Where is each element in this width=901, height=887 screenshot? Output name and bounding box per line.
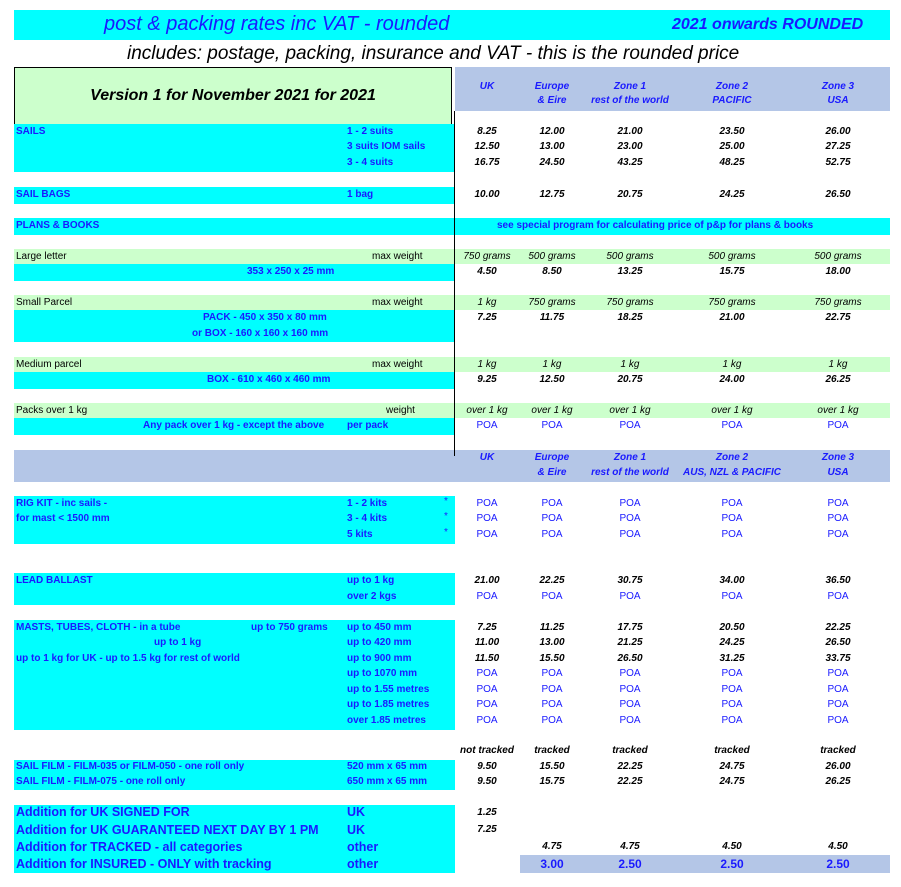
price-cell: 11.25 [539,622,565,633]
zone-3-1-sub: USA [827,95,849,106]
price-cell: 24.25 [719,637,745,648]
poa-cell: POA [721,420,743,431]
masts-label-1: MASTS, TUBES, CLOTH - in a tube [16,622,181,633]
addition-where-4: other [347,857,379,871]
price-cell: 24.50 [539,157,565,168]
masts-desc-7: over 1.85 metres [347,715,426,726]
price-cell: 22.25 [617,776,643,787]
price-cell: 15.50 [539,653,565,664]
poa-cell: POA [476,715,498,726]
medium-parcel-dims-label: BOX - 610 x 460 x 460 mm [207,374,331,385]
page-subtitle: includes: postage, packing, insurance and VAT - this is the rounded price [127,43,740,64]
price-cell: 36.50 [825,575,851,586]
version-label: Version 1 for November 2021 for 2021 [90,87,376,104]
lead-desc-2: over 2 kgs [347,591,397,602]
price-cell: 31.25 [719,653,745,664]
price-cell: 52.75 [825,157,851,168]
weight-cell: 1 kg [828,359,848,370]
poa-cell: POA [721,513,743,524]
large-letter-weight-label: max weight [372,251,423,262]
poa-cell: POA [827,529,849,540]
weight-cell: over 1 kg [711,405,753,416]
zone-2-2: Zone 2 [715,452,749,463]
tracking-cell: tracked [820,745,856,756]
price-cell: 1.25 [477,807,497,818]
packs-over-weight-label: weight [386,405,415,416]
zone-1-1: Zone 1 [613,81,647,92]
zone-2-1-sub: PACIFIC [712,95,752,106]
sailbags-desc: 1 bag [347,189,374,200]
poa-cell: POA [476,684,498,695]
poa-cell: POA [476,668,498,679]
poa-cell: POA [541,668,563,679]
rig-desc-1: 1 - 2 kits [347,498,388,509]
zone-europe-2: Europe [534,452,570,463]
zone-1-2-sub: rest of the world [591,467,669,478]
masts-label-3: up to 1 kg for UK - up to 1.5 kg for rest of world [16,653,240,664]
header-right-label: 2021 onwards ROUNDED [672,16,864,33]
price-cell: 7.25 [477,312,497,323]
price-cell: 25.00 [719,141,745,152]
price-cell: 26.00 [825,126,851,137]
poa-cell: POA [619,591,641,602]
small-parcel-weight-label: max weight [372,297,423,308]
price-cell: 4.75 [620,841,640,852]
price-cell: 24.75 [719,761,745,772]
price-cell: 20.50 [719,622,745,633]
page-title: post & packing rates inc VAT - rounded [104,13,450,35]
rig-desc-3: 5 kits [347,529,373,540]
poa-cell: POA [476,420,498,431]
poa-cell: POA [541,591,563,602]
weight-cell: over 1 kg [609,405,651,416]
sails-desc-2: 3 suits IOM sails [347,141,426,152]
film-desc-1: 520 mm x 65 mm [347,761,428,772]
poa-cell: POA [721,668,743,679]
price-cell: 43.25 [617,157,643,168]
poa-cell: POA [721,699,743,710]
price-cell: 21.00 [719,312,745,323]
masts-desc-4: up to 1070 mm [347,668,418,679]
price-cell: 15.75 [719,266,745,277]
price-cell: 23.50 [719,126,745,137]
poa-cell: POA [619,498,641,509]
price-cell: 20.75 [617,189,643,200]
price-cell: 18.00 [825,266,851,277]
poa-cell: POA [541,420,563,431]
price-cell: 23.00 [617,141,643,152]
price-cell: 8.25 [477,126,497,137]
tracking-cell: tracked [534,745,570,756]
price-cell: 48.25 [719,157,745,168]
weight-cell: 500 grams [814,251,862,262]
price-cell: 22.25 [617,761,643,772]
poa-cell: POA [476,591,498,602]
price-cell: 13.00 [539,637,565,648]
price-cell: 26.25 [825,776,851,787]
poa-cell: POA [827,420,849,431]
lead-label: LEAD BALLAST [16,575,93,586]
masts-desc-2: up to 420 mm [347,637,412,648]
weight-cell: 1 kg [477,359,497,370]
price-cell: 33.75 [825,653,851,664]
tracking-cell: tracked [612,745,648,756]
price-cell: 4.50 [477,266,497,277]
poa-cell: POA [541,513,563,524]
poa-cell: POA [721,529,743,540]
price-cell: 18.25 [617,312,643,323]
rig-star-1: * [444,496,448,507]
rig-star-3: * [444,527,448,538]
addition-where-1: UK [347,805,366,819]
weight-cell: 750 grams [708,297,756,308]
price-cell: 24.75 [719,776,745,787]
price-cell: 2.50 [720,857,744,871]
poa-cell: POA [827,513,849,524]
sails-label: SAILS [16,126,46,137]
poa-cell: POA [721,498,743,509]
price-cell: 26.00 [825,761,851,772]
poa-cell: POA [721,591,743,602]
weight-cell: over 1 kg [531,405,573,416]
price-cell: 2.50 [618,857,642,871]
zone-3-2: Zone 3 [821,452,855,463]
price-cell: 8.50 [542,266,562,277]
price-cell: 4.50 [722,841,742,852]
weight-cell: 500 grams [528,251,576,262]
price-cell: 13.25 [617,266,643,277]
poa-cell: POA [619,684,641,695]
zone-europe-2-sub: & Eire [537,467,567,478]
weight-cell: 750 grams [528,297,576,308]
price-cell: 26.50 [617,653,643,664]
price-cell: 26.50 [825,637,851,648]
packs-over-per: per pack [347,420,389,431]
weight-cell: 1 kg [722,359,742,370]
addition-label-3: Addition for TRACKED - all categories [16,840,243,854]
price-cell: 16.75 [474,157,500,168]
weight-cell: 1 kg [620,359,640,370]
sailbags-block [14,187,455,204]
price-cell: 11.50 [474,653,500,664]
poa-cell: POA [827,699,849,710]
weight-cell: 500 grams [606,251,654,262]
weight-cell: over 1 kg [817,405,859,416]
poa-cell: POA [827,591,849,602]
small-parcel-dims-1: PACK - 450 x 350 x 80 mm [203,312,327,323]
addition-label-4: Addition for INSURED - ONLY with tracking [16,857,272,871]
poa-cell: POA [541,498,563,509]
price-cell: 9.50 [477,776,497,787]
price-cell: 24.00 [719,374,745,385]
sailbags-label: SAIL BAGS [16,189,71,200]
price-cell: 22.75 [825,312,851,323]
medium-parcel-label: Medium parcel [16,359,82,370]
price-cell: 21.00 [474,575,500,586]
poa-cell: POA [619,715,641,726]
poa-cell: POA [827,684,849,695]
zone-uk-1: UK [479,81,495,92]
price-cell: 22.25 [825,622,851,633]
tracking-cell: tracked [714,745,750,756]
packs-over-label: Packs over 1 kg [16,405,88,416]
price-cell: 26.50 [825,189,851,200]
weight-cell: 750 grams [814,297,862,308]
rig-label-2: for mast < 1500 mm [16,513,110,524]
poa-cell: POA [541,684,563,695]
film-label-2: SAIL FILM - FILM-075 - one roll only [16,776,186,787]
price-cell: 21.00 [617,126,643,137]
price-cell: 17.75 [617,622,643,633]
price-cell: 7.25 [477,622,497,633]
sails-desc-3: 3 - 4 suits [347,157,394,168]
zone-1-2: Zone 1 [613,452,647,463]
price-cell: 11.00 [474,637,500,648]
film-label-1: SAIL FILM - FILM-035 or FILM-050 - one roll only [16,761,245,772]
poa-cell: POA [619,529,641,540]
poa-cell: POA [827,498,849,509]
rig-star-2: * [444,511,448,522]
weight-cell: 750 grams [606,297,654,308]
price-cell: 4.75 [542,841,562,852]
addition-where-3: other [347,840,379,854]
masts-desc-1: up to 450 mm [347,622,412,633]
masts-label-2: up to 1 kg [154,637,202,648]
sails-desc-1: 1 - 2 suits [347,126,394,137]
large-letter-label: Large letter [16,251,67,262]
large-letter-dims [14,264,455,281]
poa-cell: POA [827,715,849,726]
price-cell: 12.50 [474,141,500,152]
poa-cell: POA [619,513,641,524]
weight-cell: over 1 kg [466,405,508,416]
price-cell: 9.50 [477,761,497,772]
zone-1-1-sub: rest of the world [591,95,669,106]
poa-cell: POA [827,668,849,679]
price-cell: 9.25 [477,374,497,385]
addition-label-1: Addition for UK SIGNED FOR [16,805,190,819]
weight-cell: 750 grams [463,251,511,262]
packs-over-desc: Any pack over 1 kg - except the above [143,420,325,431]
price-cell: 2.50 [826,857,850,871]
poa-cell: POA [476,529,498,540]
zone-uk-2: UK [479,452,495,463]
poa-cell: POA [541,529,563,540]
masts-desc-3: up to 900 mm [347,653,412,664]
zone-europe-1: Europe [534,81,570,92]
price-cell: 12.75 [539,189,565,200]
price-cell: 4.50 [828,841,848,852]
price-cell: 21.25 [617,637,643,648]
medium-parcel-weight-label: max weight [372,359,423,370]
price-cell: 20.75 [617,374,643,385]
weight-cell: 1 kg [542,359,562,370]
price-cell: 26.25 [825,374,851,385]
price-cell: 15.50 [539,761,565,772]
price-cell: 12.00 [539,126,565,137]
poa-cell: POA [619,668,641,679]
small-parcel-label: Small Parcel [16,297,73,308]
tracking-cell: not tracked [460,745,514,756]
zone-3-1: Zone 3 [821,81,855,92]
poa-cell: POA [721,684,743,695]
poa-cell: POA [476,699,498,710]
plans-note: see special program for calculating price of p&p for plans & books [497,220,814,231]
poa-cell: POA [476,498,498,509]
price-cell: 12.50 [539,374,565,385]
price-cell: 13.00 [539,141,565,152]
zone-3-2-sub: USA [827,467,849,478]
weight-cell: 1 kg [477,297,497,308]
plans-label: PLANS & BOOKS [16,220,100,231]
zone-2-1: Zone 2 [715,81,749,92]
zone-europe-1-sub: & Eire [537,95,567,106]
price-cell: 11.75 [539,312,565,323]
price-cell: 7.25 [477,824,497,835]
price-cell: 30.75 [617,575,643,586]
masts-desc-5: up to 1.55 metres [347,684,430,695]
price-cell: 3.00 [540,857,564,871]
lead-desc-1: up to 1 kg [347,575,395,586]
rig-desc-2: 3 - 4 kits [347,513,388,524]
large-letter-dims-label: 353 x 250 x 25 mm [247,266,335,277]
masts-desc-6: up to 1.85 metres [347,699,430,710]
poa-cell: POA [619,420,641,431]
price-cell: 22.25 [539,575,565,586]
addition-where-2: UK [347,823,366,837]
poa-cell: POA [541,715,563,726]
rig-label-1: RIG KIT - inc sails - [16,498,108,509]
poa-cell: POA [721,715,743,726]
weight-cell: 500 grams [708,251,756,262]
addition-label-2: Addition for UK GUARANTEED NEXT DAY BY 1 PM [16,823,319,837]
zone-2-2-sub: AUS, NZL & PACIFIC [683,467,781,478]
poa-cell: POA [476,513,498,524]
poa-cell: POA [619,699,641,710]
price-cell: 27.25 [825,141,851,152]
small-parcel-dims-2: or BOX - 160 x 160 x 160 mm [192,328,329,339]
film-desc-2: 650 mm x 65 mm [347,776,428,787]
price-cell: 24.25 [719,189,745,200]
price-cell: 34.00 [719,575,745,586]
poa-cell: POA [541,699,563,710]
masts-label-1b: up to 750 grams [251,622,328,633]
price-cell: 10.00 [474,189,500,200]
price-cell: 15.75 [539,776,565,787]
